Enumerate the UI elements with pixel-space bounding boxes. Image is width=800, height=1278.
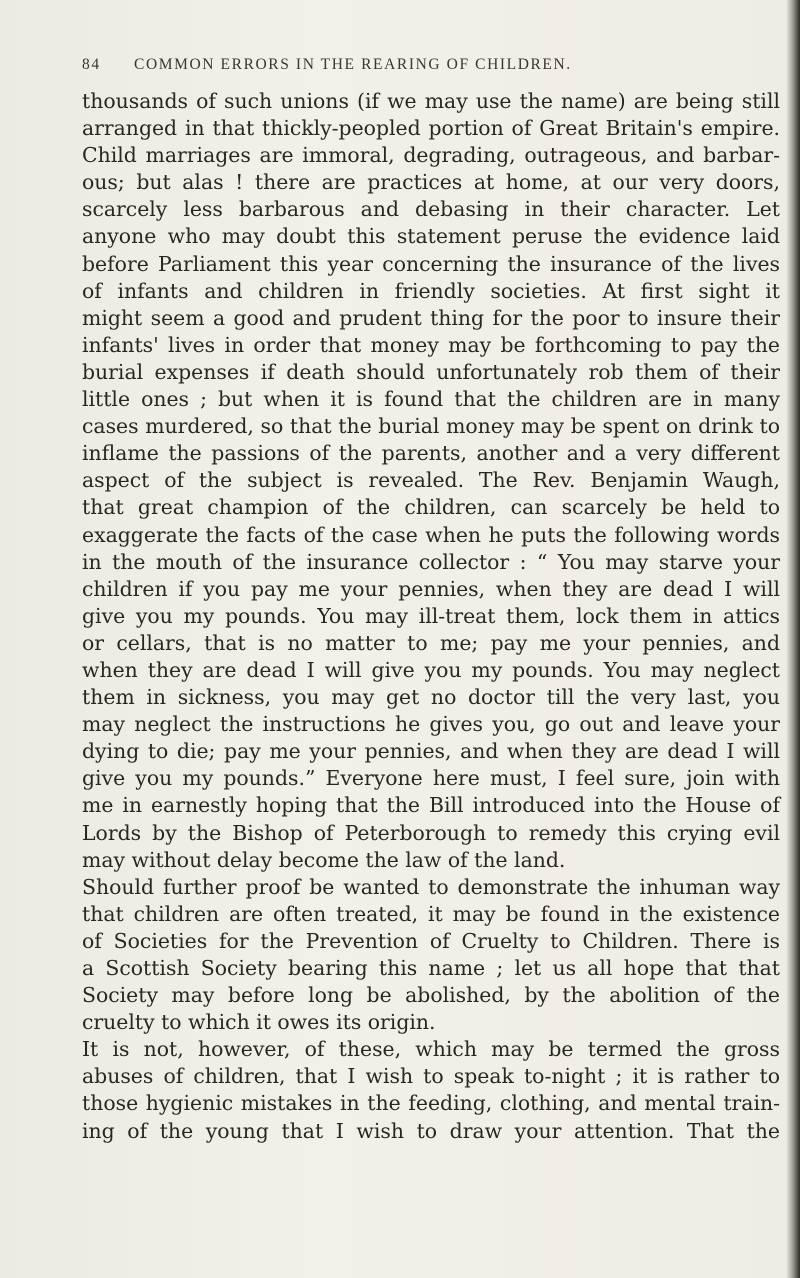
text-line: when they are dead I will give you my pounds. You may neglect [82, 657, 780, 682]
text-line: give you my pounds.” Everyone here must, I feel sure, join with [82, 766, 780, 791]
page-number: 84 [82, 56, 101, 73]
text-line: ous; but alas ! there are practices at home, at our very doors, [82, 170, 780, 195]
text-line: anyone who may doubt this statement peruse the evidence laid [82, 224, 780, 249]
text-line: cases murdered, so that the burial money may be spent on drink to [82, 414, 780, 439]
text-line: Lords by the Bishop of Peterborough to remedy this crying evil [82, 820, 780, 845]
text-line: It is not, however, of these, which may be termed the gross [82, 1037, 780, 1062]
text-line: a Scottish Society bearing this name ; let us all hope that that [82, 956, 780, 980]
text-line: arranged in that thickly-peopled portion of Great Britain's empire. [82, 116, 780, 141]
text-line: Should further proof be wanted to demonstrate the inhuman way [82, 874, 780, 899]
text-line: children if you pay me your pennies, when they are dead I will [82, 576, 780, 601]
text-line: ing of the young that I wish to draw your attention. That the [82, 1118, 780, 1143]
text-line: inflame the passions of the parents, another and a very different [82, 441, 780, 466]
text-line: that children are often treated, it may be found in the existence [82, 901, 780, 926]
text-line: thousands of such unions (if we may use the name) are being still [82, 89, 780, 113]
page-header [82, 56, 702, 80]
text-line: in the mouth of the insurance collector : “ You may starve your [82, 549, 780, 574]
text-line: abuses of children, that I wish to speak to-night ; it is rather to [82, 1064, 780, 1089]
text-line: give you my pounds. You may ill-treat them, lock them in attics [82, 603, 780, 628]
text-line: exaggerate the facts of the case when he puts the following words [82, 522, 780, 547]
running-title: COMMON ERRORS IN THE REARING OF CHILDREN. [134, 56, 572, 73]
text-line: those hygienic mistakes in the feeding, clothing, and mental train- [82, 1091, 780, 1116]
text-line: scarcely less barbarous and debasing in their character. Let [82, 197, 780, 222]
text-line: Child marriages are immoral, degrading, outrageous, and barbar- [82, 143, 780, 168]
page-edge-shadow [786, 0, 800, 1278]
text-line: before Parliament this year concerning the insurance of the lives [82, 251, 780, 276]
text-line: may neglect the instructions he gives you, go out and leave your [82, 712, 780, 737]
text-line: little ones ; but when it is found that the children are in many [82, 387, 780, 412]
text-line: me in earnestly hoping that the Bill introduced into the House of [82, 793, 780, 818]
text-line: Society may before long be abolished, by the abolition of the [82, 983, 780, 1008]
text-line: that great champion of the children, can scarcely be held to [82, 495, 780, 520]
text-line: or cellars, that is no matter to me; pay me your pennies, and [82, 630, 780, 655]
text-line: burial expenses if death should unfortunately rob them of their [82, 359, 780, 384]
text-line: them in sickness, you may get no doctor till the very last, you [82, 685, 780, 710]
text-line: of Societies for the Prevention of Cruelty to Children. There is [82, 928, 780, 953]
text-line: dying to die; pay me your pennies, and when they are dead I will [82, 739, 780, 764]
text-line: aspect of the subject is revealed. The Rev. Benjamin Waugh, [82, 468, 780, 493]
text-line: of infants and children in friendly societies. At first sight it [82, 278, 780, 303]
text-line: infants' lives in order that money may be forthcoming to pay the [82, 332, 780, 357]
body-text [82, 88, 780, 1145]
text-line: may without delay become the law of the land. [82, 847, 566, 872]
text-line: might seem a good and prudent thing for the poor to insure their [82, 305, 780, 330]
text-line: cruelty to which it owes its origin. [82, 1010, 436, 1035]
